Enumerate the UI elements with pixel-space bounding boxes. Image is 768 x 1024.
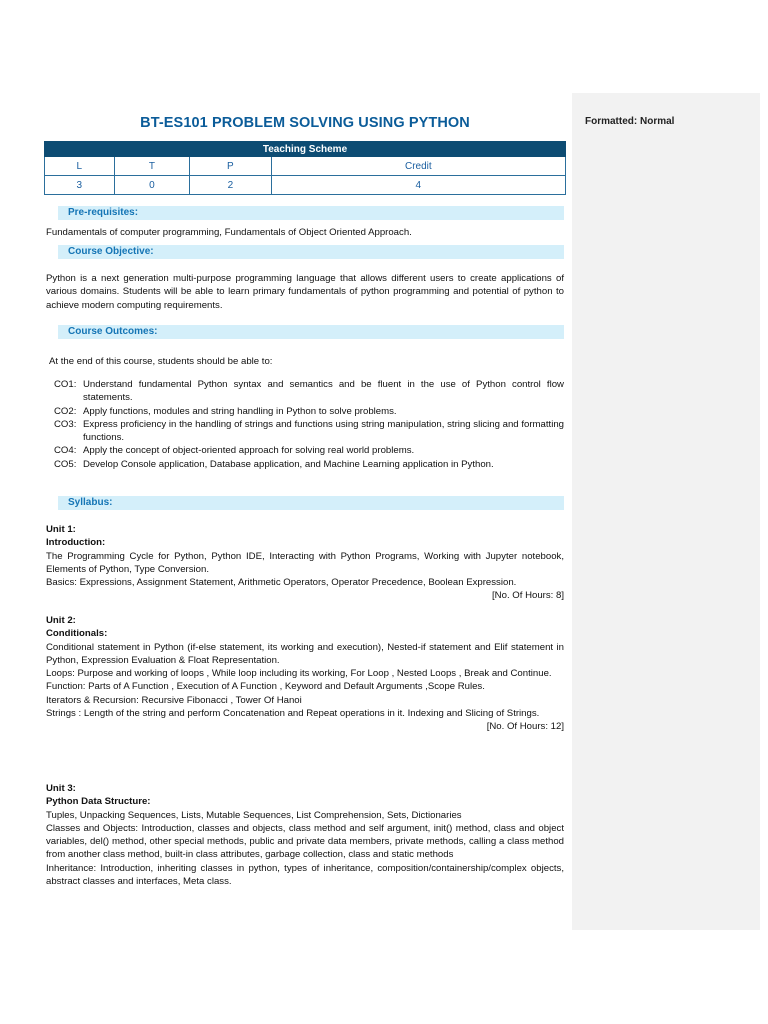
outcomes-list [54, 378, 564, 471]
unit-paragraph: Tuples, Unpacking Sequences, Lists, Mutable Sequences, List Comprehension, Sets, Dictionaries [46, 809, 462, 821]
course-title: BT-ES101 PROBLEM SOLVING USING PYTHON [140, 115, 470, 131]
unit-paragraph: Loops: Purpose and working of loops , While loop including its working, For Loop , Nested Loops , Break and Continue. [46, 668, 552, 680]
comment-pane [572, 93, 760, 930]
objective-heading: Course Objective: [58, 245, 564, 259]
scheme-header-p: P [190, 157, 272, 176]
unit-title: Unit 1: [46, 524, 76, 535]
unit-1-block [46, 523, 564, 603]
unit-hours: [No. Of Hours: 8] [492, 590, 564, 602]
unit-paragraph: Iterators & Recursion: Recursive Fibonacci , Tower Of Hanoi [46, 694, 302, 706]
outcome-item [54, 444, 564, 457]
scheme-header-l: L [45, 157, 115, 176]
outcome-text: Express proficiency in the handling of strings and functions using string manipulation, string slicing and formatting functions. [83, 418, 564, 444]
syllabus-heading: Syllabus: [58, 496, 564, 510]
outcome-item [54, 458, 564, 471]
unit-subtitle: Python Data Structure: [46, 796, 151, 808]
scheme-value-l: 3 [45, 176, 115, 195]
outcomes-intro: At the end of this course, students should be able to: [49, 356, 273, 367]
prereq-text: Fundamentals of computer programming, Fundamentals of Object Oriented Approach. [46, 227, 412, 238]
unit-subtitle: Conditionals: [46, 628, 108, 640]
outcome-code: CO2: [54, 405, 77, 417]
outcome-item [54, 418, 564, 445]
comment-header: Formatted: Normal [585, 116, 675, 127]
prereq-heading: Pre-requisites: [58, 206, 564, 220]
unit-title: Unit 3: [46, 783, 76, 794]
outcome-text: Understand fundamental Python syntax and semantics and be fluent in the use of Python control flow statements. [83, 379, 564, 404]
outcome-code: CO4: [54, 445, 77, 457]
scheme-value-t: 0 [114, 176, 189, 195]
scheme-value-p: 2 [190, 176, 272, 195]
outcome-code: CO1: [54, 379, 77, 390]
scheme-header-t: T [114, 157, 189, 176]
unit-paragraph: Function: Parts of A Function , Execution of A Function , Keyword and Default Arguments ,Scope Rules. [46, 681, 485, 693]
outcome-text: Develop Console application, Database application, and Machine Learning application in Python. [83, 458, 494, 470]
scheme-value-credit: 4 [271, 176, 565, 195]
unit-title: Unit 2: [46, 615, 76, 626]
unit-subtitle: Introduction: [46, 537, 106, 549]
outcome-item [54, 405, 564, 418]
unit-hours: [No. Of Hours: 12] [486, 721, 564, 733]
unit-paragraph: Classes and Objects: Introduction, classes and objects, class method and self argument, init() method, class and object variables, del() method, other special methods, public and private data members, private methods, calling a class method from another class method, built-in class attributes, garbage collection, class and static methods [46, 822, 564, 861]
outcomes-heading: Course Outcomes: [58, 325, 564, 339]
unit-2-block [46, 614, 564, 734]
unit-3-block [46, 782, 564, 888]
objective-text: Python is a next generation multi-purpose programming language that allows different users to create applications of various domains. Students will be able to learn primary fundamentals of python programming and potential of python to achieve modern computing requirements. [46, 273, 564, 311]
unit-paragraph: Inheritance: Introduction, inheriting classes in python, types of inheritance, composition/containership/complex objects, abstract classes and interfaces, Meta class. [46, 862, 564, 888]
outcome-item [54, 378, 564, 405]
outcome-code: CO3: [54, 418, 77, 430]
unit-paragraph: Strings : Length of the string and perform Concatenation and Repeat operations in it. Indexing and Slicing of Strings. [46, 708, 540, 720]
outcome-text: Apply functions, modules and string handling in Python to solve problems. [83, 405, 397, 417]
unit-paragraph: The Programming Cycle for Python, Python IDE, Interacting with Python Programs, Working with Jupyter notebook, Elements of Python, Type Conversion. [46, 550, 564, 575]
outcome-text: Apply the concept of object-oriented approach for solving real world problems. [83, 445, 415, 457]
unit-paragraph: Basics: Expressions, Assignment Statement, Arithmetic Operators, Operator Precedence, Boolean Expression. [46, 577, 517, 589]
teaching-scheme-table [44, 141, 566, 195]
unit-paragraph: Conditional statement in Python (if-else statement, its working and execution), Nested-if statement and Elif statement in Python, Expression Evaluation & Float Representation. [46, 641, 564, 666]
scheme-header-credit: Credit [271, 157, 565, 176]
teaching-scheme-caption: Teaching Scheme [45, 142, 566, 157]
outcome-code: CO5: [54, 458, 77, 470]
